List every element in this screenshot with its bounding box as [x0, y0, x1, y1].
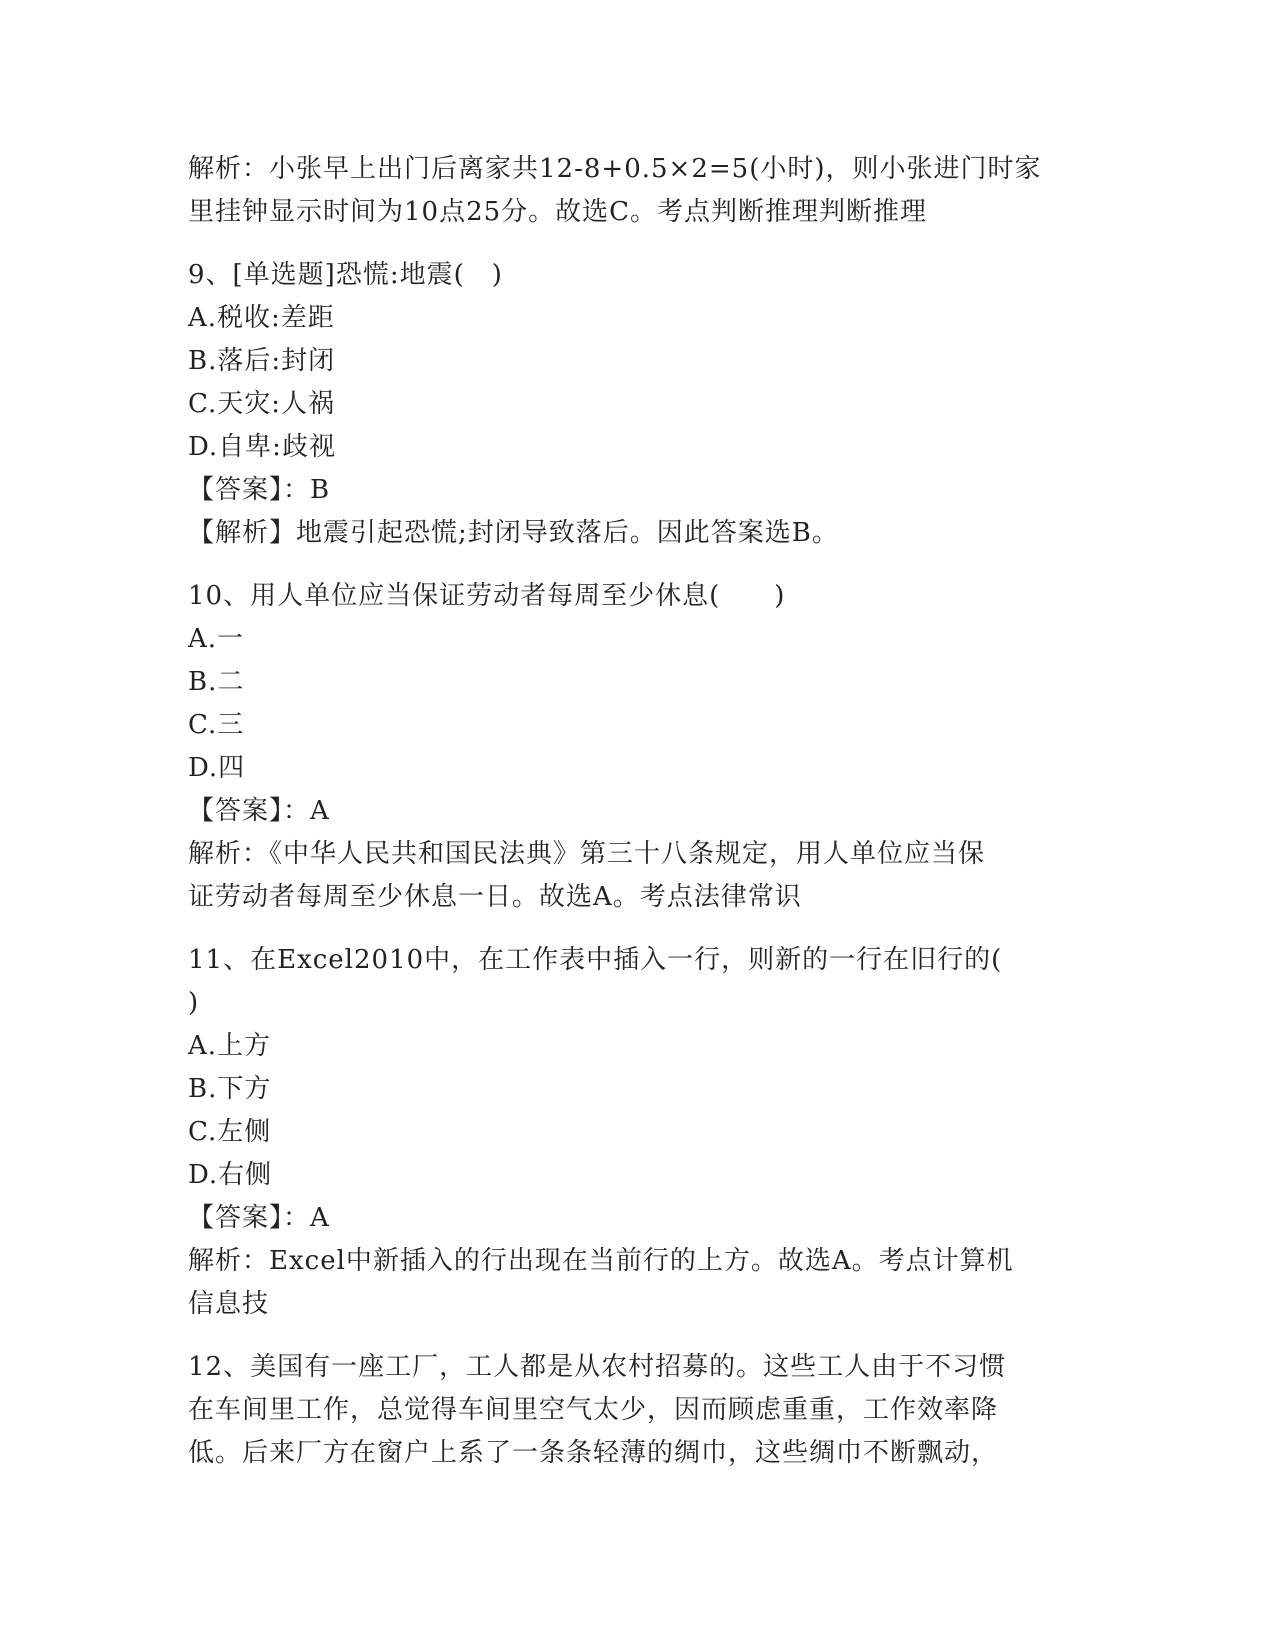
q10-answer: 【答案】：A	[188, 796, 330, 826]
q9-answer: 【答案】：B	[188, 475, 331, 505]
q11-analysis-line-1: 解析：Excel中新插入的行出现在当前行的上方。故选A。考点计算机	[188, 1246, 1014, 1276]
q8-analysis-line-2: 里挂钟显示时间为10点25分。故选C。考点判断推理判断推理	[188, 197, 928, 227]
q10-stem: 10、用人单位应当保证劳动者每周至少休息( )	[188, 581, 786, 611]
question-12	[188, 1346, 1088, 1475]
q8-analysis	[188, 148, 1088, 234]
q10-analysis-line-2: 证劳动者每周至少休息一日。故选A。考点法律常识	[188, 882, 802, 912]
q8-analysis-line-1: 解析：小张早上出门后离家共12-8+0.5×2=5(小时)，则小张进门时家	[188, 154, 1042, 184]
question-11	[188, 939, 1088, 1326]
q12-stem-line-2: 在车间里工作，总觉得车间里空气太少，因而顾虑重重，工作效率降	[188, 1395, 999, 1425]
q10-option-d: D.四	[188, 753, 246, 783]
q9-analysis: 【解析】地震引起恐慌;封闭导致落后。因此答案选B。	[188, 518, 839, 548]
q11-answer: 【答案】：A	[188, 1203, 330, 1233]
q10-option-a: A.一	[188, 624, 245, 654]
q10-option-b: B.二	[188, 667, 245, 697]
q9-option-c: C.天灾:人祸	[188, 389, 335, 419]
q11-stem-line-2: )	[188, 988, 200, 1018]
q11-option-a: A.上方	[188, 1031, 272, 1061]
q9-stem: 9、[单选题]恐慌:地震( )	[188, 260, 503, 290]
q12-stem-line-1: 12、美国有一座工厂，工人都是从农村招募的。这些工人由于不习惯	[188, 1352, 1007, 1382]
q11-option-d: D.右侧	[188, 1160, 273, 1190]
q11-option-b: B.下方	[188, 1074, 272, 1104]
q10-option-c: C.三	[188, 710, 245, 740]
q11-stem-line-1: 11、在Excel2010中，在工作表中插入一行，则新的一行在旧行的(	[188, 945, 1003, 975]
q10-analysis-line-1: 解析：《中华人民共和国民法典》第三十八条规定，用人单位应当保	[188, 839, 986, 869]
question-10	[188, 575, 1088, 919]
q11-option-c: C.左侧	[188, 1117, 272, 1147]
document-page	[188, 148, 1088, 1475]
q9-option-a: A.税收:差距	[188, 303, 335, 333]
q11-analysis-line-2: 信息技	[188, 1289, 270, 1319]
question-9	[188, 254, 1088, 555]
q9-option-b: B.落后:封闭	[188, 346, 336, 376]
q12-stem-line-3: 低。后来厂方在窗户上系了一条条轻薄的绸巾，这些绸巾不断飘动，	[188, 1438, 999, 1468]
q9-option-d: D.自卑:歧视	[188, 432, 336, 462]
